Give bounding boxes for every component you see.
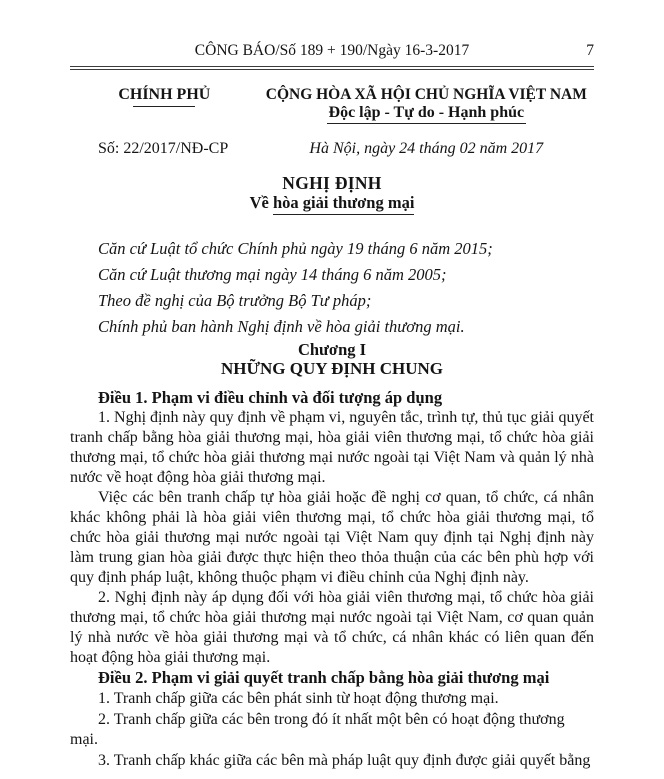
document-kind: NGHỊ ĐỊNH xyxy=(282,173,382,193)
gazette-issue-line: CÔNG BÁO/Số 189 + 190/Ngày 16-3-2017 xyxy=(194,42,470,59)
header-rule xyxy=(70,66,594,70)
issuer-underline xyxy=(133,106,195,107)
chapter-label: Chương I xyxy=(297,340,367,359)
national-title: CỘNG HÒA XÃ HỘI CHỦ NGHĨA VIỆT NAM xyxy=(265,86,587,103)
article-2-heading: Điều 2. Phạm vi giải quyết tranh chấp bằng hòa giải thương mại xyxy=(98,668,550,687)
national-block xyxy=(259,86,594,124)
document-title xyxy=(70,173,594,213)
document-subject xyxy=(70,193,594,213)
subject-prefix: Về xyxy=(249,193,273,212)
dateline: Hà Nội, ngày 24 tháng 02 năm 2017 xyxy=(309,140,544,157)
letterhead xyxy=(70,86,594,124)
preamble xyxy=(70,236,594,340)
article-2-item: 3. Tranh chấp khác giữa các bên mà pháp luật quy định được giải quyết bằng xyxy=(98,752,591,769)
page-number: 7 xyxy=(586,42,594,59)
issuer-name: CHÍNH PHỦ xyxy=(118,86,211,103)
article-1-heading: Điều 1. Phạm vi điều chỉnh và đối tượng áp dụng xyxy=(98,388,443,407)
issuer-block xyxy=(70,86,259,124)
document-number: Số: 22/2017/NĐ-CP xyxy=(98,140,229,157)
subject-underlined: hòa giải thương mại xyxy=(273,193,414,215)
preamble-line: Căn cứ Luật tổ chức Chính phủ ngày 19 tháng 6 năm 2015; xyxy=(98,239,493,258)
article-1-paragraph: 1. Nghị định này quy định về phạm vi, nguyên tắc, trình tự, thủ tục giải quyết tranh chấp bằng hòa giải thương mại, hòa giải viên thương mại, tổ chức hòa giải thương mại, tổ chức hòa giải thương mại nước ngoài tại Việt Nam và quản lý nhà nước về hoạt động hòa giải thương mại. xyxy=(70,409,594,486)
article-1-paragraph: Việc các bên tranh chấp tự hòa giải hoặc đề nghị cơ quan, tổ chức, cá nhân khác không phải là hòa giải viên thương mại, tổ chức hòa giải thương mại, tổ chức hòa giải thương mại nước ngoài tại Việt Nam quy định tại Nghị định này làm trung gian hòa giải được thực hiện theo thỏa thuận của các bên phù hợp với quy định pháp luật, không thuộc phạm vi điều chỉnh của Nghị định này. xyxy=(70,489,594,586)
article-1-paragraph: 2. Nghị định này áp dụng đối với hòa giải viên thương mại, tổ chức hòa giải thương mại, tổ chức hòa giải thương mại nước ngoài tại Việt Nam, cơ quan quản lý nhà nước về hòa giải thương mại và tổ chức, cá nhân khác có liên quan đến hoạt động hòa giải thương mại. xyxy=(70,589,594,666)
number-date-row xyxy=(70,139,594,159)
article-2 xyxy=(70,668,594,771)
national-motto-wrap xyxy=(259,104,594,124)
article-1 xyxy=(70,388,594,668)
gazette-page xyxy=(0,42,664,771)
article-2-item: 1. Tranh chấp giữa các bên phát sinh từ hoạt động thương mại. xyxy=(98,690,499,707)
national-motto: Độc lập - Tự do - Hạnh phúc xyxy=(327,104,527,124)
preamble-line: Theo đề nghị của Bộ trưởng Bộ Tư pháp; xyxy=(98,291,372,310)
article-2-item: 2. Tranh chấp giữa các bên trong đó ít nhất một bên có hoạt động thương mại. xyxy=(70,711,565,748)
chapter-title: NHỮNG QUY ĐỊNH CHUNG xyxy=(220,359,444,378)
preamble-line: Chính phủ ban hành Nghị định về hòa giải thương mại. xyxy=(98,317,465,336)
chapter-heading xyxy=(70,340,594,378)
preamble-line: Căn cứ Luật thương mại ngày 14 tháng 6 năm 2005; xyxy=(98,265,447,284)
page-header xyxy=(70,42,594,60)
